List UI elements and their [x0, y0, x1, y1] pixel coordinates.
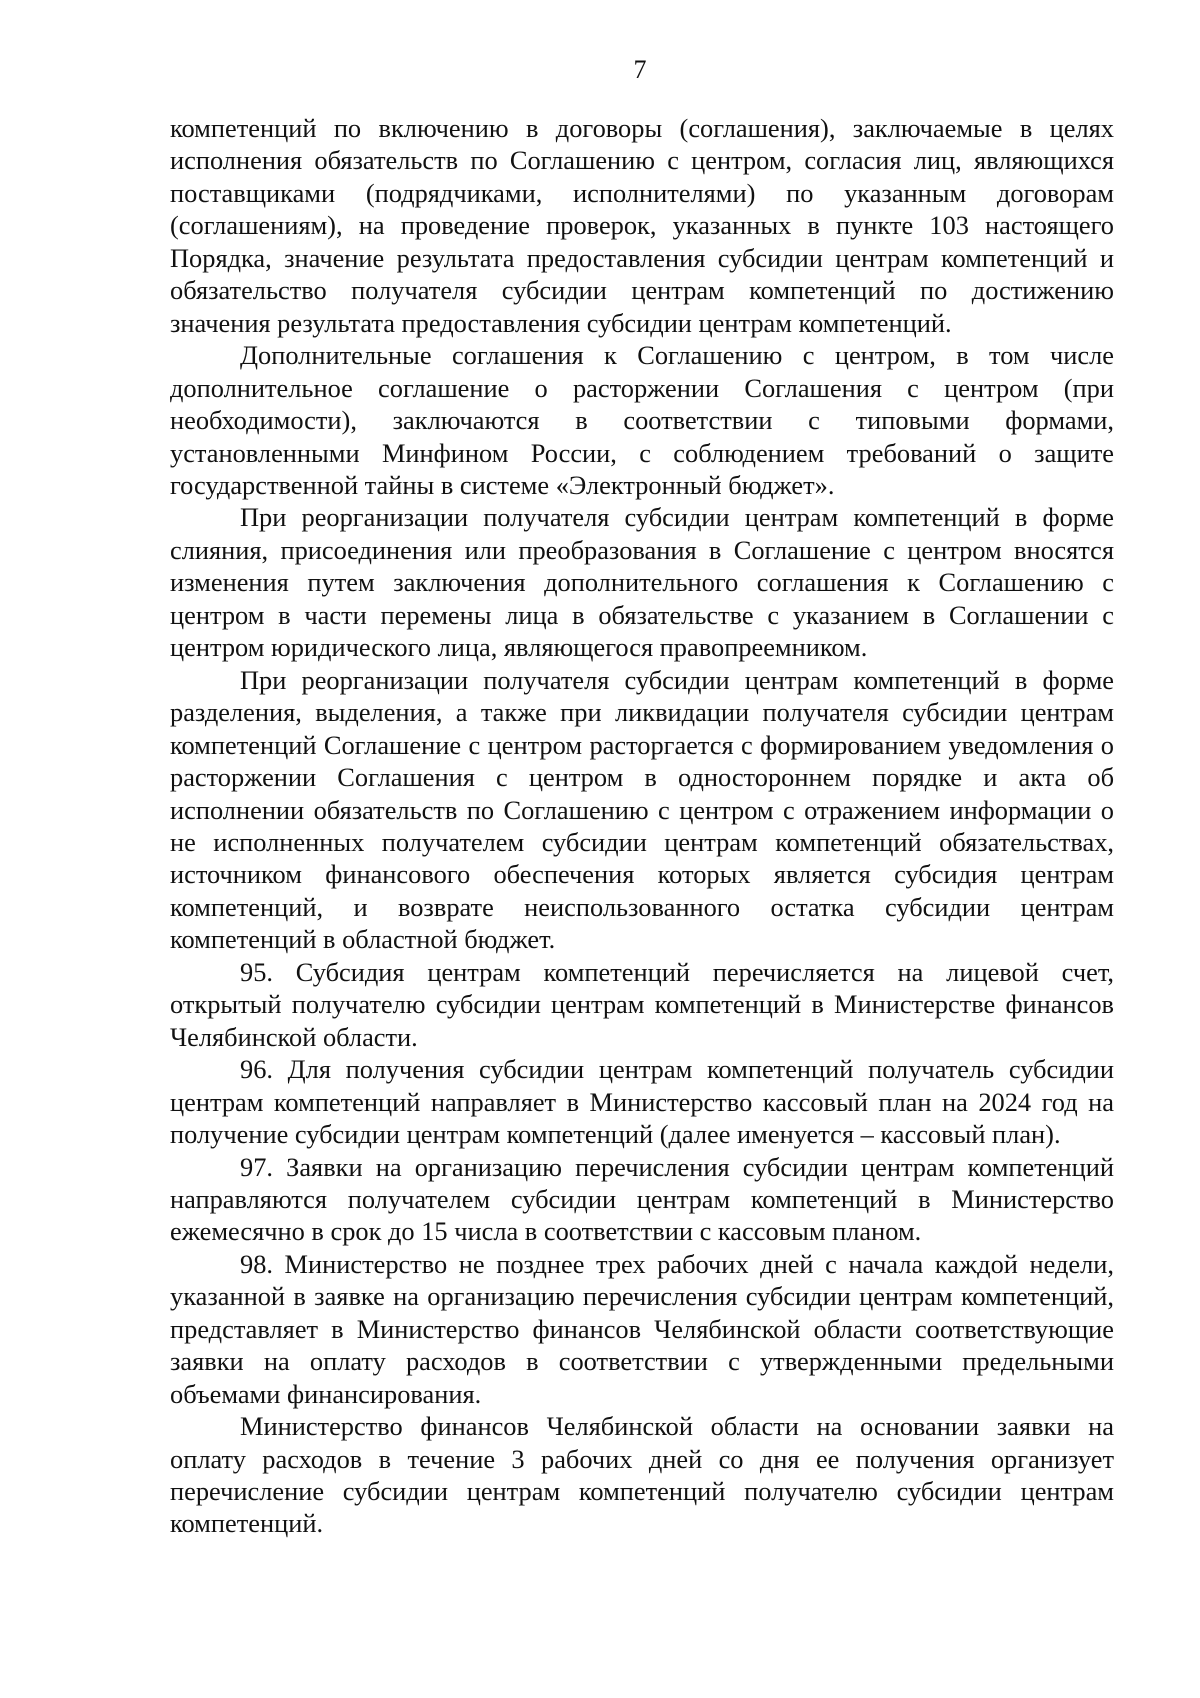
paragraph-reorganization-merger: При реорганизации получателя субсидии центрам компетенций в форме слияния, присоединения или преобразования в Соглашение с центром вносятся изменения путем заключения дополнительного соглашения к Соглашению с центром в части перемены лица в обязательстве с указанием в Соглашении с центром юридического лица, являющегося правопреемником.	[170, 502, 1114, 663]
paragraph-97: 97. Заявки на организацию перечисления субсидии центрам компетенций направляются получателем субсидии центрам компетенций в Министерство ежемесячно в срок до 15 числа в соответствии с кассовым планом.	[170, 1151, 1114, 1247]
paragraph-continuation: компетенций по включению в договоры (соглашения), заключаемые в целях исполнения обязательств по Соглашению с центром, согласия лиц, являющихся поставщиками (подрядчиками, исполнителями) по указанным договорам (соглашениям), на проведение проверок, указанных в пункте 103 настоящего Порядка, значение результата предоставления субсидии центрам компетенций и обязательство получателя субсидии центрам компетенций по достижению значения результата предоставления субсидии центрам компетенций.	[170, 113, 1114, 338]
paragraph-additional-agreements: Дополнительные соглашения к Соглашению с центром, в том числе дополнительное соглашение о расторжении Соглашения с центром (при необходимости), заключаются в соответствии с типовыми формами, установленными Минфином России, с соблюдением требований о защите государственной тайны в системе «Электронный бюджет».	[170, 340, 1114, 500]
page-number: 7	[633, 55, 647, 84]
paragraph-96: 96. Для получения субсидии центрам компетенций получатель субсидии центрам компетенций направляет в Министерство кассовый план на 2024 год на получение субсидии центрам компетенций (далее именуется – кассовый план).	[170, 1054, 1114, 1150]
document-body	[170, 112, 1114, 1540]
paragraph-95: 95. Субсидия центрам компетенций перечисляется на лицевой счет, открытый получателю субсидии центрам компетенций в Министерстве финансов Челябинской области.	[170, 956, 1114, 1052]
paragraph-ministry-finance: Министерство финансов Челябинской области на основании заявки на оплату расходов в течение 3 рабочих дней со дня ее получения организует перечисление субсидии центрам компетенций получателю субсидии центрам компетенций.	[170, 1411, 1114, 1539]
paragraph-98: 98. Министерство не позднее трех рабочих дней с начала каждой недели, указанной в заявке на организацию перечисления субсидии центрам компетенций, представляет в Министерство финансов Челябинской области соответствующие заявки на оплату расходов в соответствии с утвержденными предельными объемами финансирования.	[170, 1248, 1114, 1409]
paragraph-reorganization-division: При реорганизации получателя субсидии центрам компетенций в форме разделения, выделения, а также при ликвидации получателя субсидии центрам компетенций Соглашение с центром расторгается с формированием уведомления о расторжении Соглашения с центром в одностороннем порядке и акта об исполнении обязательств по Соглашению с центром с отражением информации о не исполненных получателем субсидии центрам компетенций обязательствах, источником финансового обеспечения которых является субсидия центрам компетенций, и возврате неиспользованного остатка субсидии центрам компетенций в областной бюджет.	[170, 664, 1114, 955]
